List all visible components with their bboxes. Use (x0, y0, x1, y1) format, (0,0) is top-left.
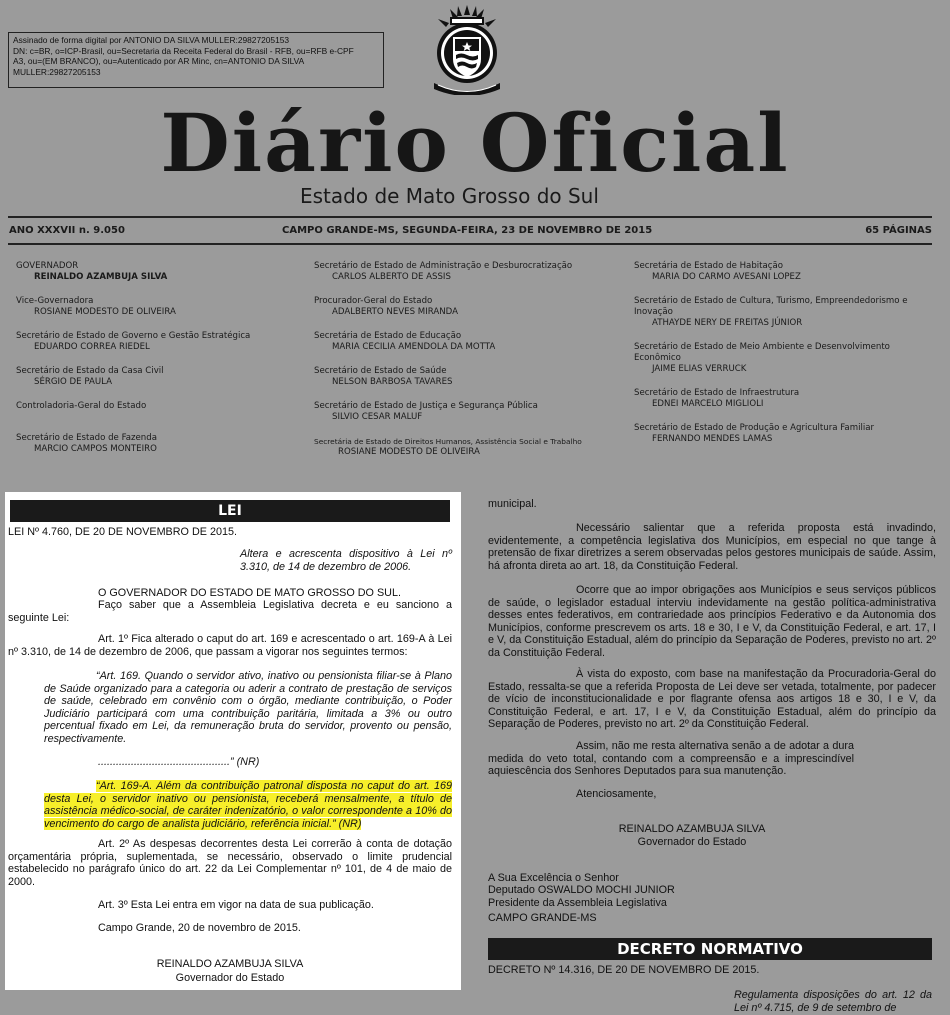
government-role: Secretária de Estado de Educação (314, 331, 462, 341)
digital-signature-box (8, 32, 384, 88)
government-entry (314, 331, 624, 353)
government-entry (634, 423, 930, 445)
lei-opening-1: O GOVERNADOR DO ESTADO DE MATO GROSSO DO SUL. (98, 587, 401, 599)
decreto-ementa: Regulamenta disposições do art. 12 da Lei nº 4.715, de 9 de setembro de (734, 989, 932, 1014)
signature-line: Assinado de forma digital por ANTONIO DA SILVA MULLER:29827205153 (13, 35, 290, 45)
government-entry (314, 436, 624, 458)
state-coat-of-arms-icon (428, 3, 506, 95)
government-name: ROSIANE MODESTO DE OLIVEIRA (338, 447, 480, 457)
lei-opening-2: Faço saber que a Assembleia Legislativa decreta e eu sanciono a seguinte Lei: (8, 599, 452, 624)
government-role: Procurador-Geral do Estado (314, 296, 433, 306)
government-name: MARIA DO CARMO AVESANI LOPEZ (652, 272, 801, 282)
veto-paragraph-2: Ocorre que ao impor obrigações aos Municípios e seus serviços públicos de saúde, o legislador estadual interviu indevidamente na gestão política-administrativa desses entes federativos, em contrariedade aos princípios Federativo e da Autonomia dos Municípios, conforme prescrevem os arts. 18 e 30, I e V, da Constituição Federal, e art. 17, I e V, da Constituição Estadual, além do princípio da Separação de Poderes, previsto no art. 2º da Constituição Federal. (488, 584, 936, 659)
government-entry (314, 261, 624, 283)
lei-signer-title: Governador do Estado (175, 972, 285, 984)
divider (8, 216, 932, 218)
government-role: Secretário de Estado de Cultura, Turismo, Empreendedorismo e Inovação (634, 296, 908, 317)
government-entry (634, 342, 930, 375)
government-name: MARIA CECILIA AMENDOLA DA MOTTA (332, 342, 496, 352)
government-name: FERNANDO MENDES LAMAS (652, 434, 773, 444)
government-name: ADALBERTO NEVES MIRANDA (332, 307, 459, 317)
signature-line: DN: c=BR, o=ICP-Brasil, ou=Secretaria da Receita Federal do Brasil - RFB, ou=RFB e-CPF (13, 45, 354, 56)
government-role: Vice-Governadora (16, 296, 94, 306)
government-role: Secretário de Estado de Saúde (314, 366, 447, 376)
government-role: GOVERNADOR (16, 261, 79, 271)
lei-quote-art-169a (44, 780, 452, 830)
signature-line: MULLER:29827205153 (13, 66, 101, 77)
government-entry (314, 401, 624, 423)
government-entry (634, 296, 930, 329)
government-role: Secretário de Estado de Meio Ambiente e Desenvolvimento Econômico (634, 342, 890, 363)
government-name: ATHAYDE NERY DE FREITAS JÚNIOR (652, 318, 803, 328)
government-role: Secretário de Estado de Infraestrutura (634, 388, 800, 398)
government-role: Secretária de Estado de Habitação (634, 261, 784, 271)
government-entry (314, 366, 624, 388)
veto-signer-title: Governador do Estado (637, 836, 747, 848)
issue-pages: 65 PÁGINAS (865, 225, 932, 236)
lei-number: LEI Nº 4.760, DE 20 DE NOVEMBRO DE 2015. (8, 526, 237, 538)
highlighted-text: “Art. 169-A. Além da contribuição patronal disposta no caput do art. 169 desta Lei, o servidor inativo ou pensionista, receberá mensalmente, a título de assistência médico-social, de caráter indenizatório, o valor correspondente a 10% do vencimento do cargo de analista judiciário, referência inicial.” (NR) (44, 780, 452, 830)
government-entry (16, 331, 306, 353)
lei-quote-continuation: ............................................” (NR) (98, 756, 260, 768)
veto-addressee-line: Presidente da Assembleia Legislativa (488, 897, 667, 909)
government-name: JAIME ELIAS VERRUCK (652, 364, 747, 374)
government-column-2 (314, 261, 624, 471)
issue-edition: ANO XXXVII n. 9.050 (9, 225, 125, 236)
veto-paragraph-3: À vista do exposto, com base na manifestação da Procuradoria-Geral do Estado, ressalta-se que a referida Proposta de Lei deve ser vetada, totalmente, por padecer de vício de inconstitucionalidade e por flagrante ofensa aos artigos 18 e 30, I e V, da Constituição Federal, e art. 17, I e V, da Constituição Estadual, além do princípio da Separação de Poderes, previsto no art. 2º da Constituição Federal. (488, 668, 936, 731)
veto-closing: Atenciosamente, (576, 788, 657, 800)
government-name: REINALDO AZAMBUJA SILVA (34, 272, 168, 282)
government-role: Secretário de Estado de Governo e Gestão Estratégica (16, 331, 251, 341)
government-entry (16, 366, 306, 388)
divider (8, 243, 932, 245)
veto-paragraph-0: municipal. (488, 498, 537, 510)
lei-article-2: Art. 2º As despesas decorrentes desta Lei correrão à conta de dotação orçamentária própria, suplementada, se necessário, observado o limite prudencial estabelecido no parágrafo único do art. 22 da Lei Complementar nº 101, de 4 de maio de 2000. (8, 838, 452, 888)
government-role: Secretário de Estado da Casa Civil (16, 366, 164, 376)
government-name: NELSON BARBOSA TAVARES (332, 377, 453, 387)
government-name: MARCIO CAMPOS MONTEIRO (34, 444, 157, 454)
masthead-title: Diário Oficial (160, 96, 790, 190)
government-name: ROSIANE MODESTO DE OLIVEIRA (34, 307, 176, 317)
veto-signer: REINALDO AZAMBUJA SILVA (618, 823, 766, 835)
government-role: Controladoria-Geral do Estado (16, 401, 147, 411)
lei-date: Campo Grande, 20 de novembro de 2015. (98, 922, 301, 934)
decreto-number: DECRETO Nº 14.316, DE 20 DE NOVEMBRO DE 2015. (488, 964, 760, 976)
masthead-subtitle: Estado de Mato Grosso do Sul (300, 184, 599, 208)
lei-signer: REINALDO AZAMBUJA SILVA (156, 958, 304, 970)
government-role: Secretário de Estado de Fazenda (16, 433, 157, 443)
government-entry (634, 261, 930, 283)
government-role: Secretário de Estado de Produção e Agricultura Familiar (634, 423, 875, 433)
government-column-3 (634, 261, 930, 458)
signature-line: A3, ou=(EM BRANCO), ou=Autenticado por AR Minc, cn=ANTONIO DA SILVA (13, 56, 305, 67)
government-role: Secretário de Estado de Justiça e Segurança Pública (314, 401, 538, 411)
veto-addressee-line: Deputado OSWALDO MOCHI JUNIOR (488, 884, 675, 896)
government-entry (16, 261, 306, 283)
veto-addressee-line: CAMPO GRANDE-MS (488, 912, 597, 924)
veto-addressee-line: A Sua Excelência o Senhor (488, 872, 619, 884)
government-name: CARLOS ALBERTO DE ASSIS (332, 272, 451, 282)
government-entry (16, 296, 306, 318)
government-column-1 (16, 261, 306, 468)
government-entry (16, 433, 306, 455)
issue-place-date: CAMPO GRANDE-MS, SEGUNDA-FEIRA, 23 DE NOVEMBRO DE 2015 (282, 225, 653, 236)
government-name: SÉRGIO DE PAULA (34, 377, 112, 387)
government-name: EDNEI MARCELO MIGLIOLI (652, 399, 764, 409)
lei-article-3: Art. 3º Esta Lei entra em vigor na data de sua publicação. (98, 899, 374, 911)
decreto-section-header: DECRETO NORMATIVO (488, 938, 932, 960)
lei-article-1: Art. 1º Fica alterado o caput do art. 169 e acrescentado o art. 169-A à Lei nº 3.310, de 14 de dezembro de 2006, que passam a vigorar nos seguintes termos: (8, 633, 452, 658)
government-role: Secretário de Estado de Administração e Desburocratização (314, 261, 573, 271)
government-entry (16, 401, 306, 412)
lei-quote-art-169: “Art. 169. Quando o servidor ativo, inativo ou pensionista filiar-se à Plano de Saúde organizado para a categoria ou aderir a contrato de prestação de serviços de saúde, celebrado em convênio com o órgão, mediante contribuição, o Poder Judiciário participará com uma contribuição paritária, limitada a 3% ou outro percentual fixado em Lei, da remuneração bruta do servidor, provento ou pensão, respectivamente. (44, 670, 452, 745)
veto-paragraph-1: Necessário salientar que a referida proposta está invadindo, evidentemente, a competência legislativa dos Municípios, em especial no que tange à pretensão de fixar diretrizes a serem observadas pelos gestores municipais de saúde. Assim, há afronta direta ao art. 18, da Constituição Federal. (488, 522, 936, 572)
government-role: Secretária de Estado de Direitos Humanos, Assistência Social e Trabalho (314, 437, 582, 446)
government-name: EDUARDO CORREA RIEDEL (34, 342, 150, 352)
government-entry (634, 388, 930, 410)
government-name: SILVIO CESAR MALUF (332, 412, 423, 422)
government-entry (314, 296, 624, 318)
lei-section-header: LEI (10, 500, 450, 522)
veto-paragraph-4: Assim, não me resta alternativa senão a de adotar a dura medida do veto total, contando com a compreensão e a imprescindível aquiescência dos Senhores Deputados para sua manutenção. (488, 740, 854, 778)
lei-ementa: Altera e acrescenta dispositivo à Lei nº 3.310, de 14 de dezembro de 2006. (240, 548, 452, 573)
